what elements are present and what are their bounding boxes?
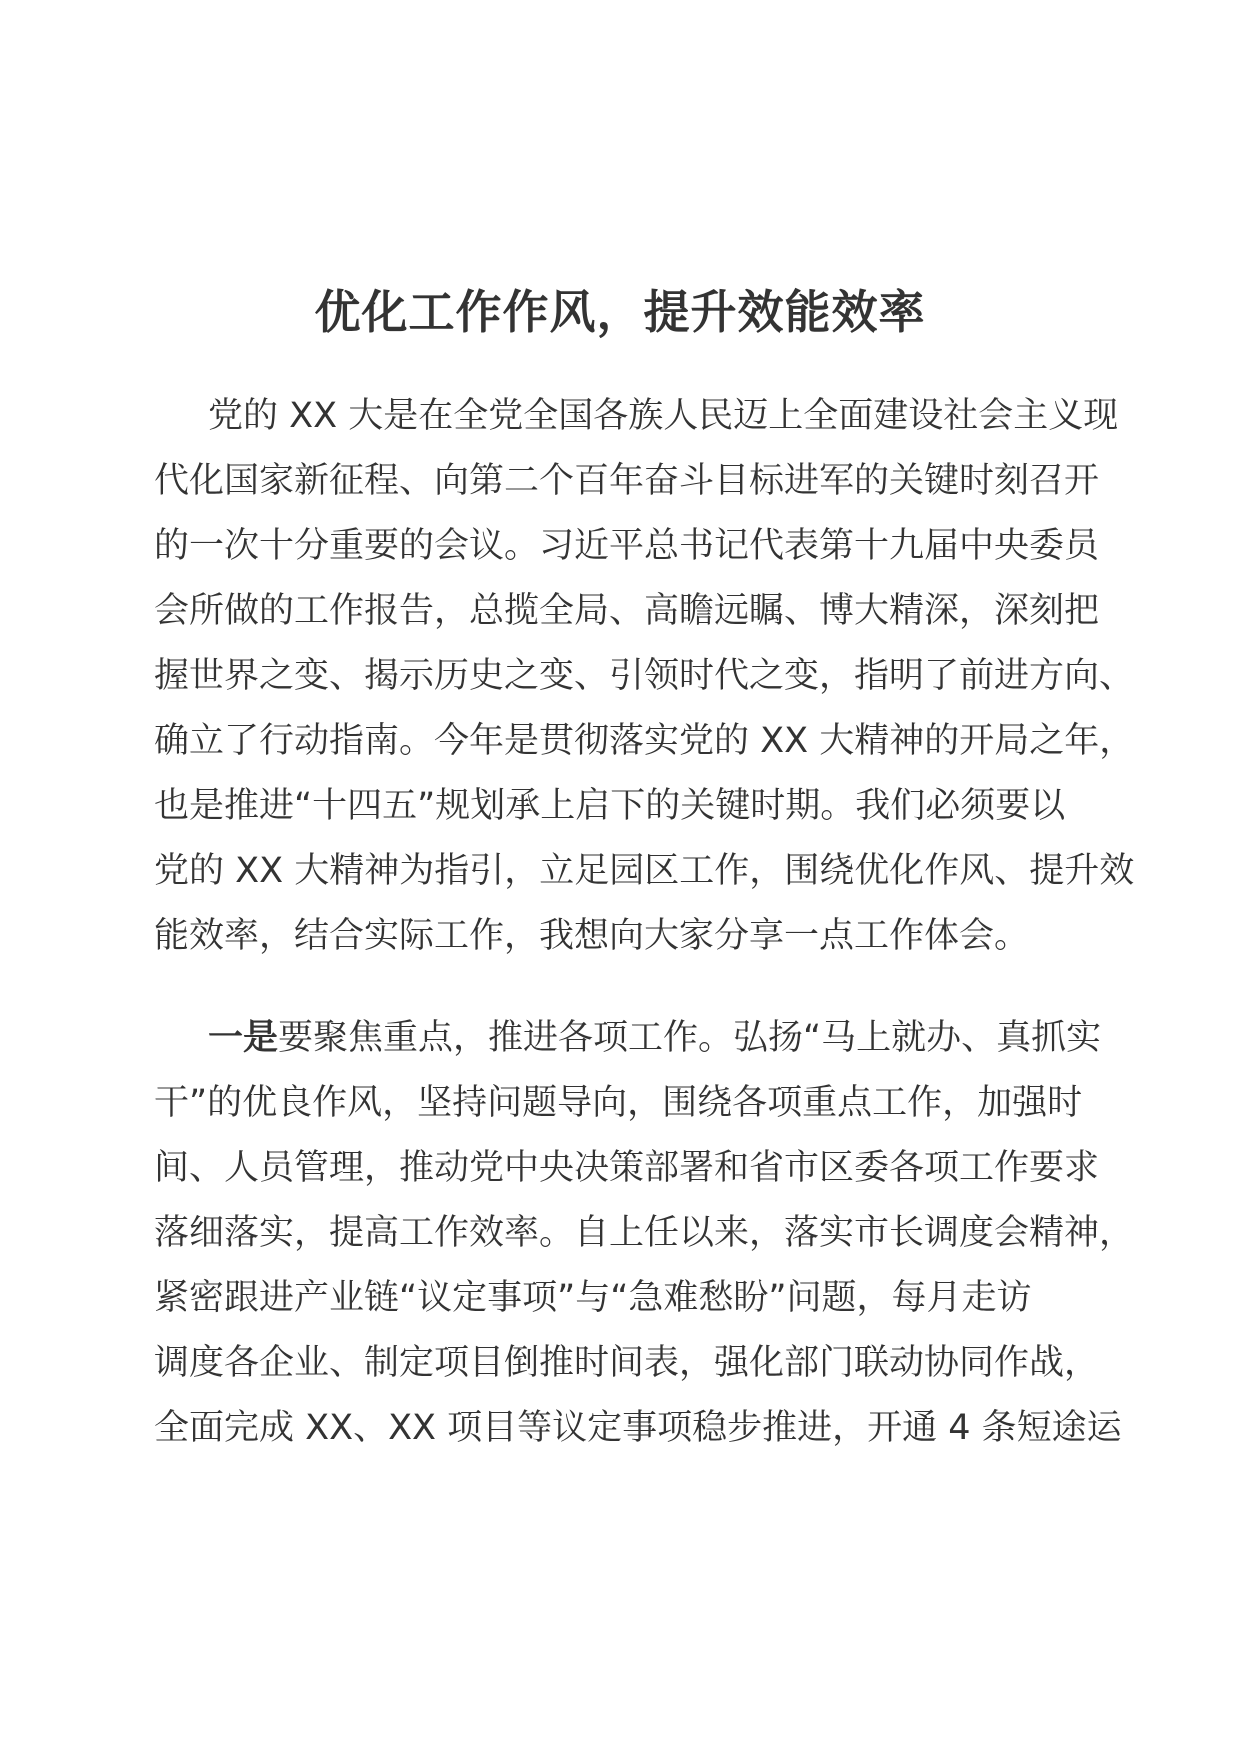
- point-lead-label: 一是: [208, 1018, 279, 1058]
- paragraph-line: 党的 XX 大是在全党全国各族人民迈上全面建设社会主义现: [208, 396, 1119, 436]
- paragraph-intro: [154, 384, 1135, 969]
- paragraph-line: 间、人员管理，推动党中央决策部署和省市区委各项工作要求: [154, 1148, 1100, 1188]
- paragraph-line: 握世界之变、揭示历史之变、引领时代之变，指明了前进方向、: [154, 656, 1135, 696]
- paragraph-point-one: [154, 1006, 1135, 1461]
- paragraph-line: 会所做的工作报告，总揽全局、高瞻远瞩、博大精深，深刻把: [154, 591, 1100, 631]
- paragraph-line: 代化国家新征程、向第二个百年奋斗目标进军的关键时刻召开: [154, 461, 1100, 501]
- paragraph-line: 干”的优良作风，坚持问题导向，围绕各项重点工作，加强时: [154, 1083, 1083, 1123]
- paragraph-line: 紧密跟进产业链“议定事项”与“急难愁盼”问题，每月走访: [154, 1278, 1032, 1318]
- paragraph-line: 能效率，结合实际工作，我想向大家分享一点工作体会。: [154, 916, 1030, 956]
- paragraph-line: 全面完成 XX、XX 项目等议定事项稳步推进，开通 4 条短途运: [154, 1408, 1122, 1448]
- paragraph-line: 确立了行动指南。今年是贯彻落实党的 XX 大精神的开局之年，: [154, 721, 1135, 761]
- document-title: 优化工作作风，提升效能效率: [314, 285, 926, 339]
- paragraph-line: 党的 XX 大精神为指引，立足园区工作，围绕优化作风、提升效: [154, 851, 1135, 891]
- paragraph-first-line: [154, 1006, 1102, 1071]
- paragraph-line: 落细落实，提高工作效率。自上任以来，落实市长调度会精神，: [154, 1213, 1135, 1253]
- paragraph-line: 也是推进“十四五”规划承上启下的关键时期。我们必须要以: [154, 786, 1066, 826]
- paragraph-line: 调度各企业、制定项目倒推时间表，强化部门联动协同作战，: [154, 1343, 1100, 1383]
- paragraph-line-text: 要聚焦重点，推进各项工作。弘扬“马上就办、真抓实: [278, 1018, 1102, 1058]
- paragraph-line: 的一次十分重要的会议。习近平总书记代表第十九届中央委员: [154, 526, 1100, 566]
